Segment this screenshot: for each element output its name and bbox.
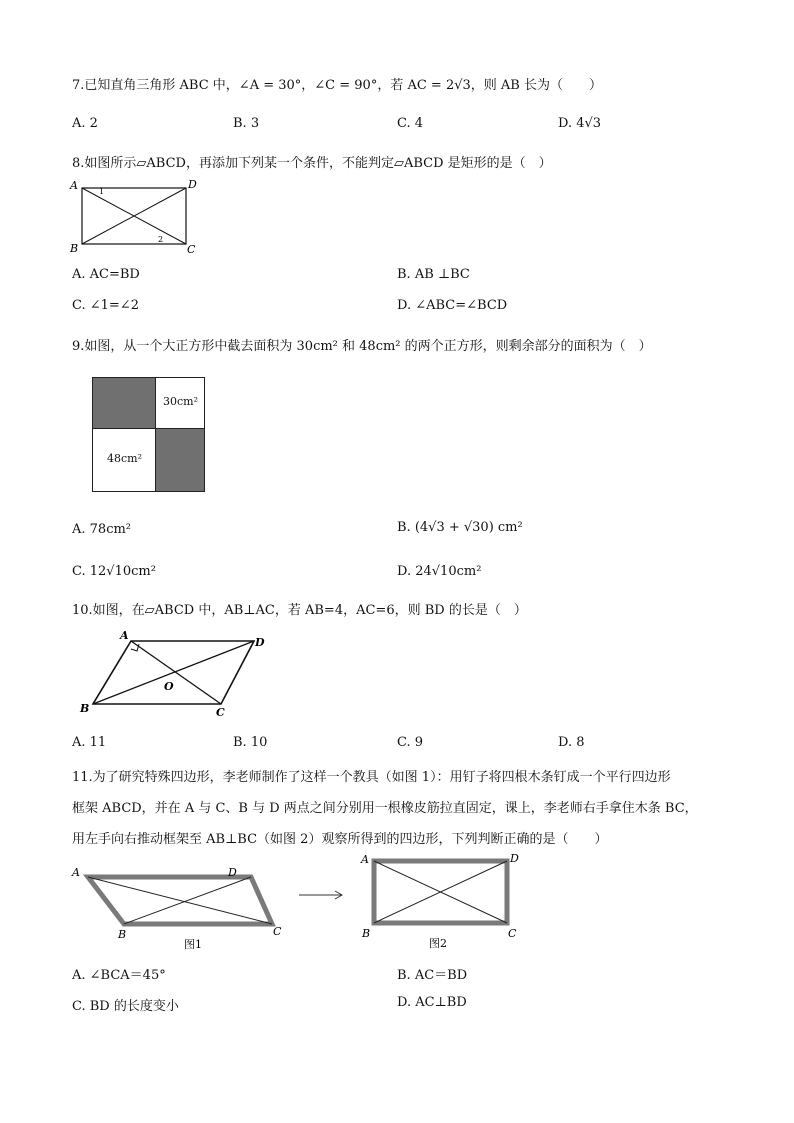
q8-label-d: D bbox=[188, 178, 197, 191]
q10-label-c: C bbox=[216, 706, 225, 719]
q9-shaded-bottom-right bbox=[155, 428, 205, 492]
q8-option-a: A. AC=BD bbox=[72, 267, 140, 282]
q8-rectangle-figure bbox=[66, 176, 206, 254]
q8-label-b: B bbox=[70, 242, 79, 254]
q11-fig2-caption: 图2 bbox=[429, 937, 447, 950]
q10-label-o: O bbox=[164, 680, 174, 693]
q10-diagonal-ac bbox=[131, 641, 221, 704]
q11-fig1-label-c: C bbox=[273, 925, 282, 938]
q8-label-a: A bbox=[70, 179, 78, 192]
q8-label-c: C bbox=[187, 243, 196, 254]
q11-fig1-diagonal-bd bbox=[124, 877, 251, 924]
q11-text-line3: 用左手向右推动框架至 AB⊥BC（如图 2）观察所得到的四边形，下列判断正确的是（ ） bbox=[72, 832, 608, 847]
q10-option-b: B. 10 bbox=[233, 735, 268, 750]
q10-option-d: D. 8 bbox=[558, 735, 585, 750]
q10-label-d: D bbox=[255, 636, 265, 649]
q11-text-line2: 框架 ABCD，并在 A 与 C、B 与 D 两点之间分别用一根橡皮筋拉直固定，课上，李老师右手拿住木条 BC， bbox=[72, 801, 698, 816]
q9-option-a: A. 78cm² bbox=[72, 522, 132, 537]
q8-option-b: B. AB ⊥BC bbox=[397, 267, 470, 282]
q11-fig1-label-a: A bbox=[72, 866, 80, 879]
q11-fig2-label-c: C bbox=[508, 927, 517, 940]
q11-fig1-caption: 图1 bbox=[184, 938, 202, 951]
q10-option-c: C. 9 bbox=[397, 735, 424, 750]
q9-option-b: B. (4√3 + √30) cm² bbox=[397, 520, 523, 535]
q11-figure1 bbox=[71, 866, 282, 951]
q11-fig1-label-b: B bbox=[118, 928, 127, 941]
q7-option-b: B. 3 bbox=[233, 116, 260, 131]
q9-shaded-top-left bbox=[92, 377, 156, 429]
q8-option-c: C. ∠1=∠2 bbox=[72, 298, 139, 313]
q11-option-a: A. ∠BCA＝45° bbox=[72, 968, 166, 983]
q9-text: 9.如图，从一个大正方形中截去面积为 30cm² 和 48cm² 的两个正方形，则剩余部分的面积为（ ） bbox=[72, 339, 652, 354]
q9-label-48: 48cm² bbox=[107, 452, 142, 465]
q10-diagonal-bd bbox=[93, 641, 254, 704]
q8-label-angle2: 2 bbox=[158, 235, 164, 244]
q8-option-d: D. ∠ABC=∠BCD bbox=[397, 298, 508, 313]
q10-option-a: A. 11 bbox=[72, 735, 107, 750]
q11-text-line1: 11.为了研究特殊四边形，李老师制作了这样一个教具（如图 1）：用钉子将四根木条钉成一个平行四边形 bbox=[72, 770, 671, 785]
q10-parallelogram-figure bbox=[74, 626, 274, 720]
q10-text: 10.如图，在▱ABCD 中，AB⊥AC，若 AB=4，AC=6，则 BD 的长是（ ） bbox=[72, 603, 527, 618]
q7-option-a: A. 2 bbox=[72, 116, 98, 131]
q11-figures bbox=[66, 852, 526, 956]
q7-option-c: C. 4 bbox=[397, 116, 424, 131]
q10-label-b: B bbox=[80, 702, 90, 715]
q11-fig1-label-d: D bbox=[228, 866, 237, 879]
q11-arrow-icon bbox=[299, 891, 342, 899]
q11-fig2-label-b: B bbox=[362, 927, 371, 940]
q11-figure2 bbox=[360, 852, 519, 950]
q8-label-angle1: 1 bbox=[99, 187, 105, 196]
q9-label-30: 30cm² bbox=[163, 395, 198, 408]
q11-option-c: C. BD 的长度变小 bbox=[72, 999, 179, 1014]
q9-option-d: D. 24√10cm² bbox=[397, 564, 482, 579]
q11-option-d: D. AC⊥BD bbox=[397, 995, 467, 1010]
q7-text: 7.已知直角三角形 ABC 中，∠A = 30°，∠C = 90°，若 AC = 2√3，则 AB 长为（ ） bbox=[72, 78, 602, 93]
q7-option-d: D. 4√3 bbox=[558, 116, 602, 131]
q8-text: 8.如图所示▱ABCD，再添加下列某一个条件，不能判定▱ABCD 是矩形的是（ ） bbox=[72, 156, 552, 171]
q11-fig2-label-d: D bbox=[510, 852, 519, 865]
q11-fig2-label-a: A bbox=[361, 853, 369, 866]
q10-label-a: A bbox=[120, 629, 129, 642]
q9-option-c: C. 12√10cm² bbox=[72, 564, 156, 579]
q11-option-b: B. AC＝BD bbox=[397, 968, 468, 983]
